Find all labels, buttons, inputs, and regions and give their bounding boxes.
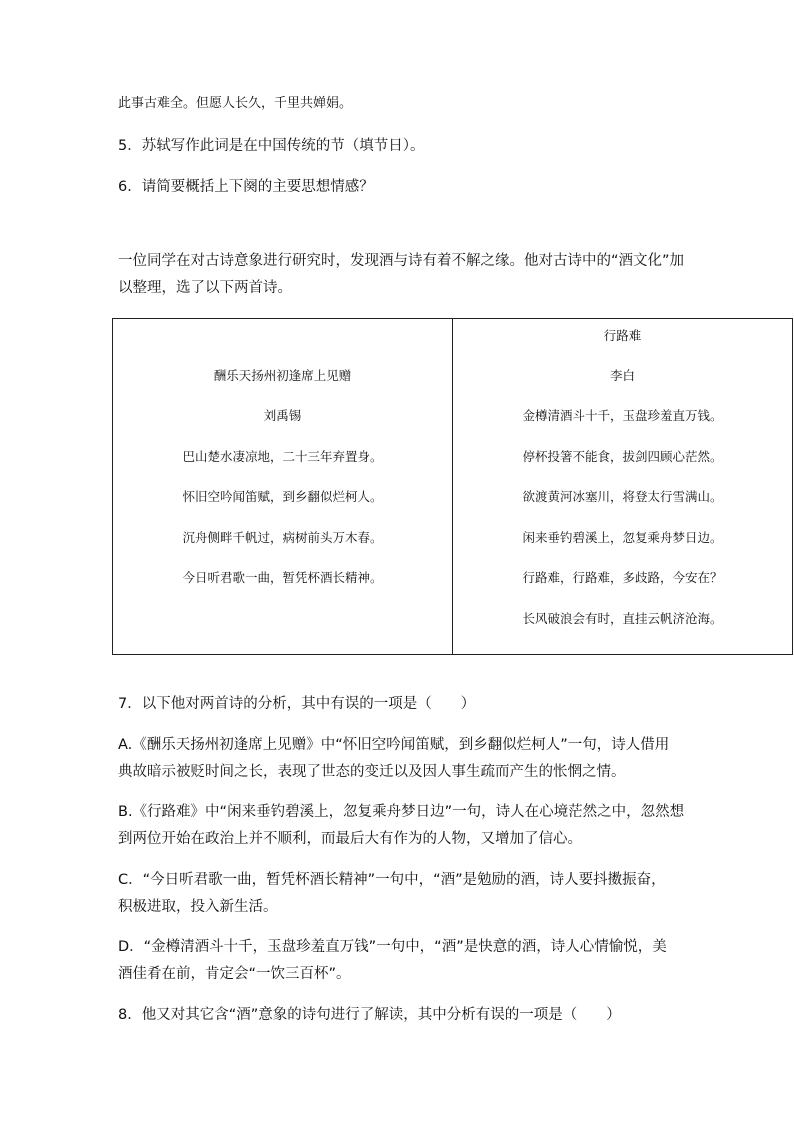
poem-right-cell [453, 319, 793, 655]
question-7-option-c: C．“今日听君歌一曲，暂凭杯酒长精神”一句中，“酒”是勉励的酒，诗人要抖擞振奋， [118, 872, 666, 888]
poem-left-line: 沉舟侧畔千帆过，病树前头万木春。 [182, 530, 383, 545]
question-5: 5．苏轼写作此词是在中国传统的节（填节日）。 [118, 138, 425, 154]
poem-left-cell [113, 319, 453, 655]
poem-left-line: 今日听君歌一曲，暂凭杯酒长精神。 [182, 570, 383, 585]
intro-line-1: 一位同学在对古诗意象进行研究时，发现酒与诗有着不解之缘。他对古诗中的“酒文化”加 [118, 253, 685, 269]
question-7-option-d: D．“金樽清酒斗十千，玉盘珍羞直万钱”一句中，“酒”是快意的酒，诗人心情愉悦，美 [118, 939, 667, 955]
poem-right-line: 停杯投箸不能食，拔剑四顾心茫然。 [522, 449, 723, 464]
question-7-option-d-cont: 酒佳肴在前，肯定会“一饮三百杯”。 [118, 966, 351, 982]
question-7-option-a-cont: 典故暗示被贬时间之长，表现了世态的变迁以及因人事生疏而产生的怅惘之情。 [118, 764, 626, 780]
question-6: 6．请简要概括上下阕的主要思想情感？ [118, 179, 374, 195]
poem-left-author: 刘禹锡 [263, 408, 302, 423]
poem-left-line: 巴山楚水凄凉地，二十三年弃置身。 [182, 449, 383, 464]
question-7-option-b: B.《行路难》中“闲来垂钓碧溪上，忽复乘舟梦日边”一句，诗人在心境茫然之中，忽然想 [118, 804, 685, 820]
poem-closing-line: 此事古难全。但愿人长久，千里共婵娟。 [118, 96, 353, 111]
poems-table [112, 318, 793, 655]
intro-line-2: 以整理，选了以下两首诗。 [118, 280, 292, 296]
question-7-option-b-cont: 到两位开始在政治上并不顺利，而最后大有作为的人物，又增加了信心。 [118, 831, 582, 847]
poem-left-line: 怀旧空吟闻笛赋，到乡翻似烂柯人。 [182, 489, 383, 504]
question-7-option-a: A.《酬乐天扬州初逢席上见赠》中“怀旧空吟闻笛赋，到乡翻似烂柯人”一句，诗人借用 [118, 737, 670, 753]
poem-right-title: 行路难 [603, 328, 642, 343]
poem-right-line: 闲来垂钓碧溪上，忽复乘舟梦日边。 [522, 530, 723, 545]
poem-right-line: 金樽清酒斗十千，玉盘珍羞直万钱。 [522, 408, 723, 423]
poem-right-line: 长风破浪会有时，直挂云帆济沧海。 [522, 611, 723, 626]
poem-right-author: 李白 [609, 368, 635, 383]
question-7-option-c-cont: 积极进取，投入新生活。 [118, 899, 278, 915]
question-7-stem: 7．以下他对两首诗的分析，其中有误的一项是（ ） [118, 696, 476, 712]
poem-right-line: 欲渡黄河冰塞川，将登太行雪满山。 [522, 489, 723, 504]
poem-right-line: 行路难，行路难，多歧路，今安在？ [522, 570, 723, 585]
poem-left-title: 酬乐天扬州初逢席上见赠 [213, 368, 352, 383]
question-8-stem: 8．他又对其它含“酒”意象的诗句进行了解读，其中分析有误的一项是（ ） [118, 1007, 621, 1023]
